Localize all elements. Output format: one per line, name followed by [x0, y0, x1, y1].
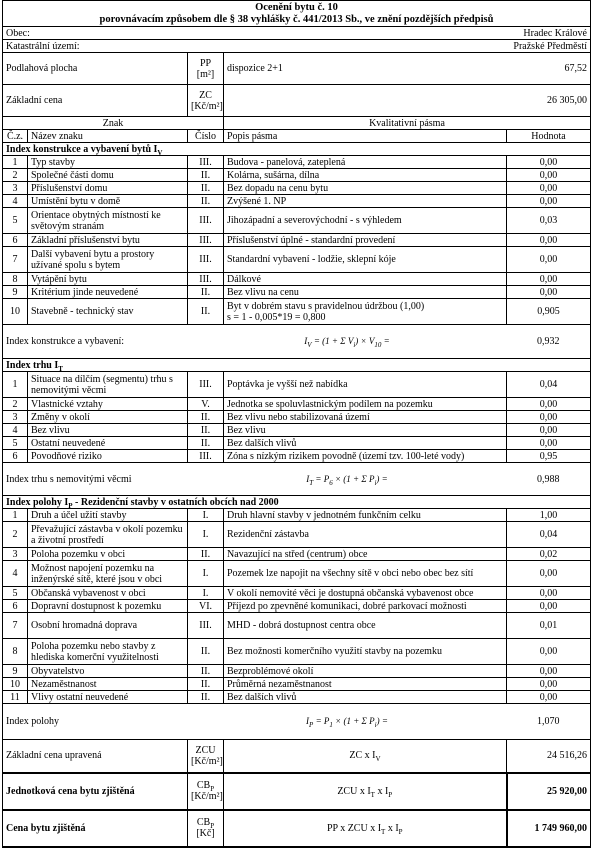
section-index-v: Index konstrukce a vybavení bytů $I_V$: [3, 143, 591, 156]
row-number: 2: [3, 398, 28, 411]
row-name: Umístění bytu v domě: [28, 195, 188, 208]
row-value: 0,03: [507, 208, 591, 234]
row-class: II.: [188, 691, 224, 704]
row-description: Bez možnosti komerčního využití stavby na pozemku: [224, 639, 507, 665]
row-number: 4: [3, 424, 28, 437]
row-description: Bez vlivu na cenu: [224, 286, 507, 299]
row-value: 0,00: [507, 587, 591, 600]
row-value: 0,00: [507, 691, 591, 704]
row-description: Kolárna, sušárna, dílna: [224, 169, 507, 182]
index-t-row: [3, 450, 591, 463]
zakladni-cena-value: 26 305,00: [507, 85, 591, 117]
index-t-total-label: Index trhu s nemovitými věcmi: [3, 463, 188, 496]
row-description: Druh hlavní stavby v jednotném funkčním celku: [224, 509, 507, 522]
row-name: Situace na dílčím (segmentu) trhu s nemovitými věcmi: [28, 372, 188, 398]
row-description: Rezidenční zástavba: [224, 522, 507, 548]
row-number: 3: [3, 411, 28, 424]
valuation-table: [2, 0, 591, 848]
row-name: Obyvatelstvo: [28, 665, 188, 678]
row-number: 11: [3, 691, 28, 704]
row-description: V okolí nemovité věci je dostupná občanská vybavenost obce: [224, 587, 507, 600]
row-description: Bez dalších vlivů: [224, 691, 507, 704]
row-class: II.: [188, 424, 224, 437]
row-number: 4: [3, 561, 28, 587]
index-v-row: [3, 169, 591, 182]
row-name: Možnost napojení pozemku na inženýrské sítě, které jsou v obci: [28, 561, 188, 587]
podlahova-unit: PP [m²]: [188, 53, 224, 85]
row-value: 0,00: [507, 639, 591, 665]
row-value: 0,00: [507, 398, 591, 411]
row-class: II.: [188, 411, 224, 424]
row-description: Příslušenství úplné - standardní provedení: [224, 234, 507, 247]
index-t-row: [3, 372, 591, 398]
row-name: Osobní hromadná doprava: [28, 613, 188, 639]
index-v-total-label: Index konstrukce a vybavení:: [3, 325, 188, 359]
row-number: 6: [3, 600, 28, 613]
row-class: I.: [188, 561, 224, 587]
row-name: Převažující zástavba v okolí pozemku a životní prostředí: [28, 522, 188, 548]
cena-bytu: [3, 810, 591, 847]
jednotkova-cena: [3, 773, 591, 810]
row-name: Společné části domu: [28, 169, 188, 182]
jednotkova-cena-formula: ZCU x $I_T$ x $I_P$: [224, 773, 507, 810]
row-class: II.: [188, 665, 224, 678]
row-name: Typ stavby: [28, 156, 188, 169]
index-p-row: [3, 587, 591, 600]
row-name: Příslušenství domu: [28, 182, 188, 195]
index-t-total-formula: $I_T = P_6 \times (1 + \Sigma$ $P_i$) =: [188, 463, 507, 496]
index-v-total: [3, 325, 591, 359]
zcu: [3, 740, 591, 773]
jednotkova-cena-label: Jednotková cena bytu zjištěná: [3, 773, 188, 810]
row-value: 0,00: [507, 600, 591, 613]
row-class: III.: [188, 156, 224, 169]
row-number: 7: [3, 247, 28, 273]
row-description: Zóna s nízkým rizikem povodně (území tzv. 100-leté vody): [224, 450, 507, 463]
index-p-row: [3, 548, 591, 561]
index-t-row: [3, 437, 591, 450]
index-p-row: [3, 509, 591, 522]
obec-value: Hradec Králové: [507, 27, 591, 40]
row-class: II.: [188, 678, 224, 691]
row-class: II.: [188, 548, 224, 561]
row-name: Poloha pozemku nebo stavby z hlediska komerční využitelnosti: [28, 639, 188, 665]
zcu-label: Základní cena upravená: [3, 740, 188, 773]
row-value: 0,00: [507, 678, 591, 691]
row-value: 0,04: [507, 372, 591, 398]
row-number: 3: [3, 548, 28, 561]
row-value: 0,00: [507, 247, 591, 273]
row-class: III.: [188, 208, 224, 234]
index-p-row: [3, 678, 591, 691]
row-value: 0,00: [507, 286, 591, 299]
row-value: 0,04: [507, 522, 591, 548]
row-value: 1,00: [507, 509, 591, 522]
row-class: II.: [188, 169, 224, 182]
col-nazev: Název znaku: [28, 130, 188, 143]
row-class: I.: [188, 587, 224, 600]
index-v-row: [3, 182, 591, 195]
zcu-formula: ZC x $I_V$: [224, 740, 507, 773]
section-index-p: Index polohy $I_P$ - Rezidenční stavby v ostatních obcích nad 2000: [3, 496, 591, 509]
row-value: 0,00: [507, 561, 591, 587]
index-v-row: [3, 286, 591, 299]
row-value: 0,00: [507, 156, 591, 169]
row-description: Příjezd po zpevněné komunikaci, dobré parkovací možnosti: [224, 600, 507, 613]
index-v-total-value: 0,932: [507, 325, 591, 359]
row-name: Bez vlivu: [28, 424, 188, 437]
cena-bytu-label: Cena bytu zjištěná: [3, 810, 188, 847]
row-number: 1: [3, 372, 28, 398]
row-number: 3: [3, 182, 28, 195]
row-value: 0,905: [507, 299, 591, 325]
col-kvalitativni: Kvalitativní pásma: [224, 117, 591, 130]
row-number: 5: [3, 437, 28, 450]
index-v-total-formula: $I_V = (1 + \Sigma$ $V_i) \times V_{10}$ =: [188, 325, 507, 359]
jednotkova-cena-unit: $CB_P$ [Kč/m²]: [188, 773, 224, 810]
col-cislo: Číslo: [188, 130, 224, 143]
index-p-row: [3, 522, 591, 548]
row-description: MHD - dobrá dostupnost centra obce: [224, 613, 507, 639]
row-description: Dálkové: [224, 273, 507, 286]
row-class: II.: [188, 195, 224, 208]
ku-value: Pražské Předměstí: [507, 40, 591, 53]
row-description: Standardní vybavení - lodžie, sklepní kóje: [224, 247, 507, 273]
row-number: 4: [3, 195, 28, 208]
index-p-total-label: Index polohy: [3, 704, 188, 740]
valuation-document: [2, 0, 590, 848]
row-name: Základní příslušenství bytu: [28, 234, 188, 247]
podlahova-label: Podlahová plocha: [3, 53, 188, 85]
row-value: 0,95: [507, 450, 591, 463]
index-p-row: [3, 561, 591, 587]
row-class: II.: [188, 286, 224, 299]
row-number: 6: [3, 450, 28, 463]
row-description: Bez vlivu nebo stabilizovaná území: [224, 411, 507, 424]
row-value: 0,00: [507, 437, 591, 450]
row-number: 7: [3, 613, 28, 639]
row-name: Kritérium jinde neuvedené: [28, 286, 188, 299]
row-name: Vlivy ostatní neuvedené: [28, 691, 188, 704]
row-class: VI.: [188, 600, 224, 613]
row-class: III.: [188, 247, 224, 273]
row-value: 0,00: [507, 169, 591, 182]
row-description: Průměrná nezaměstnanost: [224, 678, 507, 691]
document-title: Ocenění bytu č. 10: [3, 1, 591, 14]
row-description: Navazující na střed (centrum) obce: [224, 548, 507, 561]
row-class: I.: [188, 509, 224, 522]
row-value: 0,00: [507, 665, 591, 678]
index-v-row: [3, 273, 591, 286]
section-index-t: Index trhu $I_T$: [3, 359, 591, 372]
index-t-total-value: 0,988: [507, 463, 591, 496]
row-number: 2: [3, 522, 28, 548]
col-cz: Č.z.: [3, 130, 28, 143]
row-value: 0,00: [507, 195, 591, 208]
row-name: Poloha pozemku v obci: [28, 548, 188, 561]
zc-unit: ZC [Kč/m²]: [188, 85, 224, 117]
row-class: II.: [188, 182, 224, 195]
col-hodnota: Hodnota: [507, 130, 591, 143]
index-p-total-formula: $I_P = P_1 \times (1 + \Sigma$ $P_i$) =: [188, 704, 507, 740]
row-description: Budova - panelová, zateplená: [224, 156, 507, 169]
row-name: Orientace obytných místností ke světovým stranám: [28, 208, 188, 234]
jednotkova-cena-value: 25 920,00: [507, 773, 591, 810]
row-number: 8: [3, 273, 28, 286]
index-v-row: [3, 234, 591, 247]
row-description: Byt v dobrém stavu s pravidelnou údržbou (1,00) s = 1 - 0,005*19 = 0,800: [224, 299, 507, 325]
row-number: 2: [3, 169, 28, 182]
index-t-row: [3, 424, 591, 437]
row-name: Občanská vybavenost v obci: [28, 587, 188, 600]
index-v-row: [3, 247, 591, 273]
row-name: Povodňové riziko: [28, 450, 188, 463]
row-number: 1: [3, 509, 28, 522]
cena-bytu-value: 1 749 960,00: [507, 810, 591, 847]
row-number: 10: [3, 678, 28, 691]
index-v-row: [3, 156, 591, 169]
index-v-row: [3, 299, 591, 325]
row-number: 1: [3, 156, 28, 169]
row-name: Druh a účel užití stavby: [28, 509, 188, 522]
row-value: 0,01: [507, 613, 591, 639]
row-number: 5: [3, 208, 28, 234]
index-t-total: [3, 463, 591, 496]
row-class: III.: [188, 273, 224, 286]
index-p-row: [3, 665, 591, 678]
index-p-total: [3, 704, 591, 740]
dispozice: dispozice 2+1: [224, 53, 507, 85]
row-description: Zvýšené 1. NP: [224, 195, 507, 208]
row-value: 0,00: [507, 273, 591, 286]
row-class: II.: [188, 299, 224, 325]
index-t-row: [3, 398, 591, 411]
row-description: Bez dopadu na cenu bytu: [224, 182, 507, 195]
row-name: Nezaměstnanost: [28, 678, 188, 691]
row-description: Pozemek lze napojit na všechny sítě v obci nebo obec bez sítí: [224, 561, 507, 587]
row-name: Ostatní neuvedené: [28, 437, 188, 450]
row-number: 8: [3, 639, 28, 665]
row-value: 0,02: [507, 548, 591, 561]
row-value: 0,00: [507, 424, 591, 437]
row-class: I.: [188, 522, 224, 548]
row-class: III.: [188, 613, 224, 639]
row-name: Vlastnické vztahy: [28, 398, 188, 411]
row-description: Jihozápadní a severovýchodní - s výhledem: [224, 208, 507, 234]
index-p-total-value: 1,070: [507, 704, 591, 740]
document-subtitle: porovnávacím způsobem dle § 38 vyhlášky č. 441/2013 Sb., ve znění pozdějších předpisů: [3, 14, 591, 27]
index-p-row: [3, 613, 591, 639]
col-znak: Znak: [3, 117, 224, 130]
row-class: II.: [188, 639, 224, 665]
cena-bytu-formula: PP x ZCU x $I_T$ x $I_P$: [224, 810, 507, 847]
row-value: 0,00: [507, 182, 591, 195]
row-number: 5: [3, 587, 28, 600]
zakladni-cena-label: Základní cena: [3, 85, 188, 117]
row-class: II.: [188, 437, 224, 450]
row-name: Dopravní dostupnost k pozemku: [28, 600, 188, 613]
row-class: V.: [188, 398, 224, 411]
podlahova-value: 67,52: [507, 53, 591, 85]
col-popis: Popis pásma: [224, 130, 507, 143]
row-number: 9: [3, 286, 28, 299]
index-t-row: [3, 411, 591, 424]
zcu-value: 24 516,26: [507, 740, 591, 773]
row-name: Vytápění bytu: [28, 273, 188, 286]
row-number: 6: [3, 234, 28, 247]
row-number: 10: [3, 299, 28, 325]
cena-bytu-unit: $CB_P$ [Kč]: [188, 810, 224, 847]
row-description: Bez dalších vlivů: [224, 437, 507, 450]
index-p-row: [3, 600, 591, 613]
ku-label: Katastrální území:: [3, 40, 507, 53]
row-class: III.: [188, 450, 224, 463]
zcu-unit: ZCU [Kč/m²]: [188, 740, 224, 773]
row-value: 0,00: [507, 234, 591, 247]
index-v-row: [3, 208, 591, 234]
row-description: Bez vlivu: [224, 424, 507, 437]
row-name: Stavebně - technický stav: [28, 299, 188, 325]
index-p-row: [3, 639, 591, 665]
row-value: 0,00: [507, 411, 591, 424]
row-description: Poptávka je vyšší než nabídka: [224, 372, 507, 398]
row-number: 9: [3, 665, 28, 678]
index-v-row: [3, 195, 591, 208]
row-description: Bezproblémové okolí: [224, 665, 507, 678]
row-name: Další vybavení bytu a prostory užívané spolu s bytem: [28, 247, 188, 273]
row-name: Změny v okolí: [28, 411, 188, 424]
obec-label: Obec:: [3, 27, 507, 40]
index-p-row: [3, 691, 591, 704]
row-class: III.: [188, 234, 224, 247]
row-class: III.: [188, 372, 224, 398]
row-description: Jednotka se spoluvlastnickým podílem na pozemku: [224, 398, 507, 411]
